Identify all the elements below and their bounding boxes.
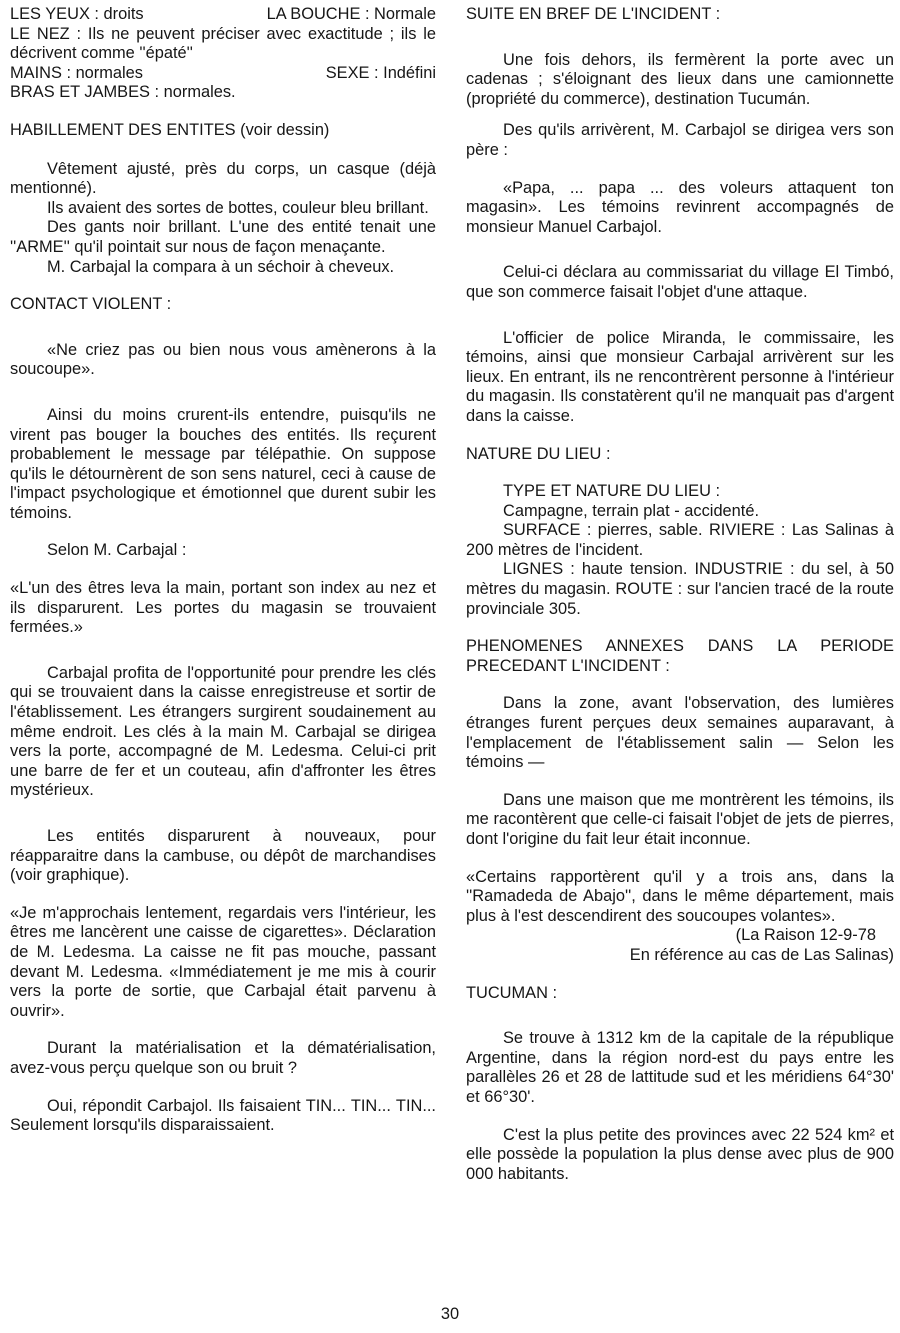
incident-heading: SUITE EN BREF DE L'INCIDENT : bbox=[466, 5, 721, 23]
place-type-label: TYPE ET NATURE DU LIEU : bbox=[503, 482, 721, 501]
right-column bbox=[466, 5, 894, 1184]
contact-attribution: Selon M. Carbajal : bbox=[47, 541, 187, 560]
clothing-paragraph: Ils avaient des sortes de bottes, couleur bleu brillant. bbox=[47, 198, 429, 217]
page-number: 30 bbox=[440, 1305, 460, 1323]
source-citation: (La Raison 12-9-78 bbox=[735, 926, 876, 945]
contact-answer: Oui, répondit Carbajol. Ils faisaient TIN... TIN... TIN... Seulement lorsqu'ils disparaissaient. bbox=[10, 1096, 436, 1135]
eyes-line: LES YEUX : droits bbox=[10, 5, 144, 23]
contact-paragraph: Carbajal profita de l'opportunité pour prendre les clés qui se trouvaient dans la caisse enregistreuse et sortir de l'établissement. Les étrangers surgirent soudainement au même endroit. Les clés à la main M. Carbajal se dirigea vers la porte, accompagné de M. Ledesma. Celui-ci prit une barre de fer et un couteau, afin d'affronter les êtres mystérieux. bbox=[10, 663, 436, 800]
limbs-line: BRAS ET JAMBES : normales. bbox=[10, 83, 236, 102]
incident-paragraph: L'officier de police Miranda, le commissaire, les témoins, ainsi que monsieur Carbajal arrivèrent sur les lieux. En entrant, ils ne rencontrèrent personne à l'intérieur du magasin. Ils constatèrent qu'il ne manquait pas d'argent dans la caisse. bbox=[466, 328, 894, 425]
tucuman-paragraph: Se trouve à 1312 km de la capitale de la république Argentine, dans la région nord-est du pays entre les parallèles 26 et 28 de lattitude sud et les méridiens 64°30' et 66°30'. bbox=[466, 1029, 894, 1106]
tucuman-paragraph: C'est la plus petite des provinces avec 22 524 km² et elle possède la population la plus dense avec plus de 900 000 habitants. bbox=[466, 1125, 894, 1183]
phenomena-quote: «Certains rapportèrent qu'il y a trois ans, dans la ''Ramadeda de Abajo'', dans le même département, mais plus à l'est descendirent des soucoupes volantes». bbox=[466, 867, 894, 925]
eyes-mouth-row bbox=[10, 5, 436, 25]
contact-question: Durant la matérialisation et la dématérialisation, avez-vous perçu quelque son ou bruit ? bbox=[10, 1039, 436, 1077]
clothing-heading: HABILLEMENT DES ENTITES (voir dessin) bbox=[10, 120, 330, 139]
contact-quote: «L'un des êtres leva la main, portant son index au nez et ils disparurent. Les portes du magasin se trouvaient fermées.» bbox=[10, 579, 436, 637]
phenomena-paragraph: Dans une maison que me montrèrent les témoins, ils me racontèrent que celle-ci faisait l'objet de jets de pierres, dont l'origine du fait leur était inconnue. bbox=[466, 790, 894, 848]
tucuman-heading: TUCUMAN : bbox=[466, 983, 558, 1002]
phenomena-paragraph: Dans la zone, avant l'observation, des lumières étranges furent perçues deux semaines auparavant, à l'emplacement de l'établissement salin — Selon les témoins — bbox=[466, 694, 894, 772]
place-type-value: Campagne, terrain plat - accidenté. bbox=[503, 501, 760, 520]
contact-heading: CONTACT VIOLENT : bbox=[10, 295, 172, 314]
hands-line: MAINS : normales bbox=[10, 63, 143, 82]
contact-quote: «Ne criez pas ou bien nous vous amènerons à la soucoupe». bbox=[10, 340, 436, 379]
contact-quote: «Je m'approchais lentement, regardais vers l'intérieur, les êtres me lancèrent une caisse de cigarettes». Déclaration de M. Ledesma. La caisse ne fit pas mouche, passant devant M. Ledesma. «Immédiatement je me mis à courir vers la porte de sortie, que Carbajal était parvenu à ouvrir». bbox=[10, 903, 436, 1020]
contact-paragraph: Les entités disparurent à nouveaux, pour réapparaitre dans la cambuse, ou dépôt de marchandises (voir graphique). bbox=[10, 827, 436, 885]
incident-paragraph: Celui-ci déclara au commissariat du village El Timbó, que son commerce faisait l'objet d'une attaque. bbox=[466, 263, 894, 301]
nose-line: LE NEZ : Ils ne peuvent préciser avec exactitude ; ils le décrivent comme ''épaté'' bbox=[10, 24, 436, 63]
sex-line: SEXE : Indéfini bbox=[325, 63, 436, 82]
hands-sex-row bbox=[10, 64, 436, 84]
clothing-paragraph: M. Carbajal la compara à un séchoir à cheveux. bbox=[47, 257, 395, 276]
clothing-paragraph: Des gants noir brillant. L'une des entité tenait une ''ARME'' qu'il pointait sur nous de façon menaçante. bbox=[10, 218, 436, 256]
mouth-line: LA BOUCHE : Normale bbox=[266, 5, 436, 23]
incident-paragraph: Une fois dehors, ils fermèrent la porte avec un cadenas ; s'éloignant des lieux dans une camionnette (propriété du commerce), destination Tucumán. bbox=[466, 50, 894, 108]
incident-quote: «Papa, ... papa ... des voleurs attaquent ton magasin». Les témoins revinrent accompagnés de monsieur Manuel Carbajol. bbox=[466, 178, 894, 236]
place-surface: SURFACE : pierres, sable. RIVIERE : Las Salinas à 200 mètres de l'incident. bbox=[466, 521, 894, 559]
phenomena-heading: PHENOMENES ANNEXES DANS LA PERIODE PRECEDANT L'INCIDENT : bbox=[466, 637, 894, 675]
incident-paragraph: Des qu'ils arrivèrent, M. Carbajol se dirigea vers son père : bbox=[466, 121, 894, 159]
clothing-paragraph: Vêtement ajusté, près du corps, un casque (déjà mentionné). bbox=[10, 159, 436, 198]
place-heading: NATURE DU LIEU : bbox=[466, 444, 611, 463]
source-citation: En référence au cas de Las Salinas) bbox=[629, 945, 894, 964]
contact-paragraph: Ainsi du moins crurent-ils entendre, puisqu'ils ne virent pas bouger la bouches des entités. Ils reçurent probablement le message par télépathie. On suppose qu'ils le détournèrent de son sens naturel, ceci à cause de l'impact psychologique et émotionnel que durent subir les témoins. bbox=[10, 405, 436, 522]
place-lines: LIGNES : haute tension. INDUSTRIE : du sel, à 50 mètres du magasin. ROUTE : sur l'ancien tracé de la route provinciale 305. bbox=[466, 560, 894, 618]
left-column bbox=[10, 5, 436, 1136]
